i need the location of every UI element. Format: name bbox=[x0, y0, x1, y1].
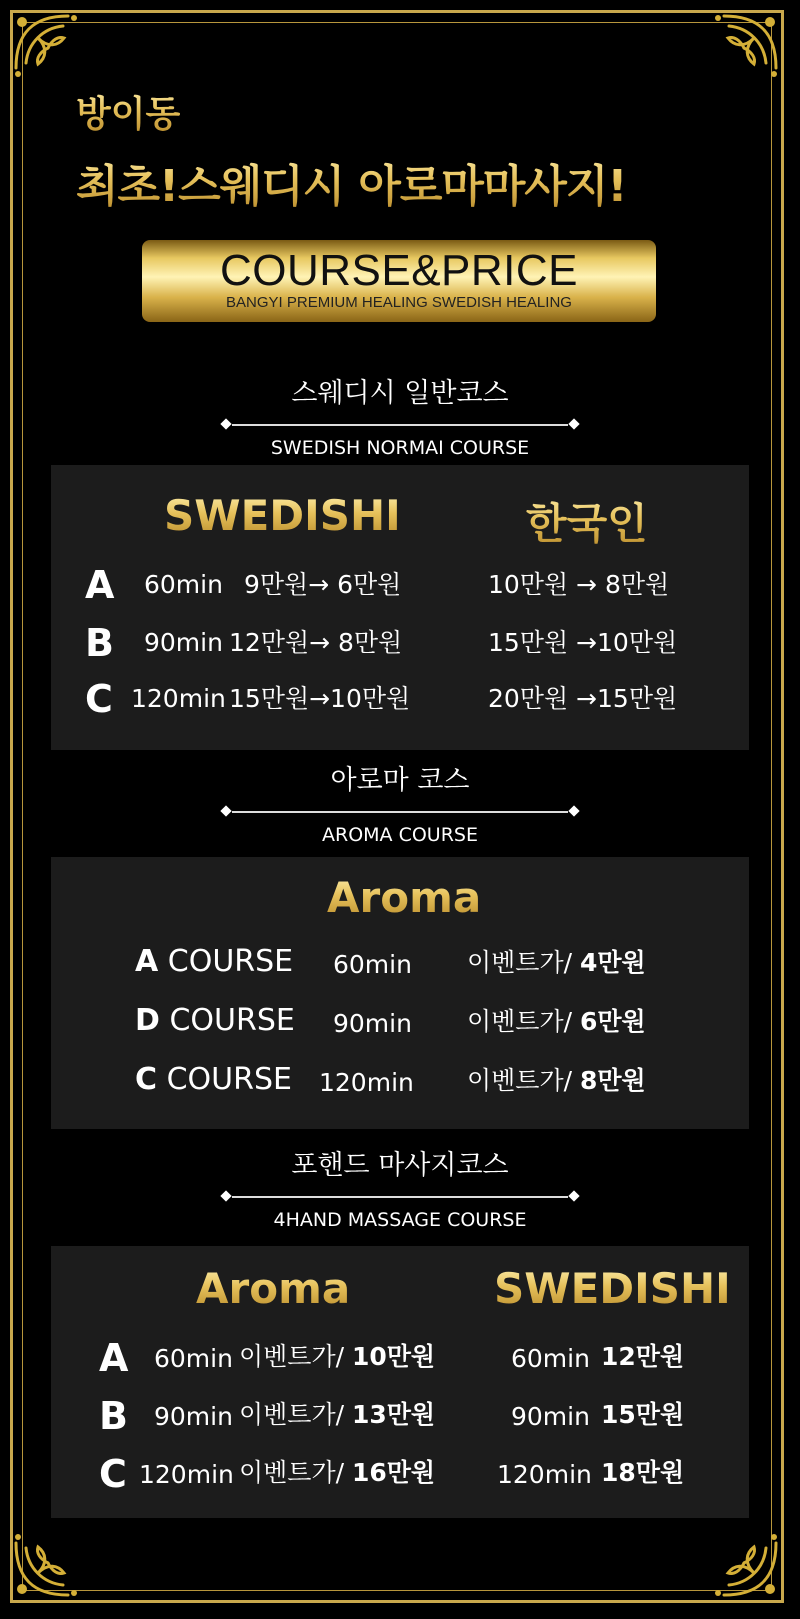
swedishi-duration: 60min bbox=[511, 1344, 590, 1373]
fourhand-section-heading bbox=[0, 1150, 800, 1232]
swedish-section-heading bbox=[0, 378, 800, 460]
aroma-duration: 120min bbox=[139, 1460, 234, 1489]
course-letter: B bbox=[85, 621, 114, 665]
ornament-corner-icon bbox=[8, 1523, 88, 1603]
course-letter: C bbox=[135, 1062, 158, 1097]
duration: 60min bbox=[144, 570, 223, 599]
banner-subtitle: BANGYI PREMIUM HEALING SWEDISH HEALING bbox=[226, 294, 572, 311]
swedishi-price: 15만원 bbox=[601, 1400, 685, 1429]
ornament-corner-icon bbox=[8, 8, 88, 88]
aroma-price-panel bbox=[51, 857, 749, 1129]
event-price-c bbox=[467, 1066, 646, 1096]
course-letter: C bbox=[99, 1452, 127, 1496]
section-title: 포핸드 마사지코스 bbox=[291, 1150, 509, 1181]
banner-title: COURSE&PRICE bbox=[219, 246, 579, 295]
swedishi-duration: 90min bbox=[511, 1402, 590, 1431]
swedishi-price: 15만원→10만원 bbox=[229, 684, 411, 713]
course-letter: C bbox=[85, 677, 113, 721]
course-label: COURSE bbox=[166, 1062, 292, 1097]
course-letter: A bbox=[99, 1336, 129, 1380]
event-label: 이벤트가/ bbox=[239, 1400, 345, 1429]
duration: 90min bbox=[333, 1009, 412, 1038]
course-letter: B bbox=[99, 1394, 128, 1438]
diamond-icon bbox=[568, 805, 579, 816]
aroma-column-title: Aroma bbox=[196, 1264, 351, 1313]
section-subtitle: 4HAND MASSAGE COURSE bbox=[273, 1209, 527, 1231]
aroma-duration: 90min bbox=[154, 1402, 233, 1431]
swedishi-column-title: SWEDISHI bbox=[164, 491, 401, 540]
swedishi-column-title: SWEDISHI bbox=[494, 1264, 731, 1313]
duration: 60min bbox=[333, 950, 412, 979]
aroma-price: 10만원 bbox=[351, 1342, 436, 1371]
course-letter: A bbox=[135, 944, 159, 979]
course-label: COURSE bbox=[169, 1003, 295, 1038]
event-price-a bbox=[467, 948, 646, 978]
diamond-icon bbox=[220, 418, 231, 429]
korean-price: 20만원 →15만원 bbox=[488, 684, 678, 713]
event-label: 이벤트가/ bbox=[239, 1342, 345, 1371]
aroma-price: 16만원 bbox=[351, 1458, 436, 1487]
event-price-d bbox=[467, 1007, 646, 1037]
price: 6만원 bbox=[579, 1007, 646, 1036]
swedishi-price: 12만원 bbox=[601, 1342, 685, 1371]
section-divider bbox=[220, 1188, 580, 1206]
ornament-corner-icon bbox=[704, 8, 784, 88]
page-headline: 최초!스웨디시 아로마마사지! bbox=[76, 150, 627, 214]
diamond-icon bbox=[220, 1190, 231, 1201]
section-title: 아로마 코스 bbox=[330, 765, 470, 796]
event-label: 이벤트가/ bbox=[467, 948, 573, 977]
duration: 120min bbox=[319, 1068, 414, 1097]
swedishi-duration: 120min bbox=[497, 1460, 592, 1489]
ornament-corner-icon bbox=[704, 1523, 784, 1603]
duration: 120min bbox=[131, 684, 226, 713]
fourhand-price-panel bbox=[51, 1246, 749, 1518]
price: 4만원 bbox=[579, 948, 646, 977]
course-label: COURSE bbox=[167, 944, 294, 979]
event-price-row-c bbox=[239, 1458, 435, 1488]
event-price-row-a bbox=[239, 1342, 435, 1372]
aroma-duration: 60min bbox=[154, 1344, 233, 1373]
course-price-banner bbox=[142, 240, 656, 322]
location-label: 방이동 bbox=[76, 86, 180, 137]
duration: 90min bbox=[144, 628, 223, 657]
swedish-price-panel bbox=[51, 465, 749, 750]
course-letter: D bbox=[135, 1003, 160, 1038]
section-divider bbox=[220, 416, 580, 434]
section-title: 스웨디시 일반코스 bbox=[291, 378, 509, 409]
event-label: 이벤트가/ bbox=[239, 1458, 345, 1487]
section-divider bbox=[220, 803, 580, 821]
diamond-icon bbox=[568, 1190, 579, 1201]
course-letter: A bbox=[85, 563, 115, 607]
event-label: 이벤트가/ bbox=[467, 1066, 573, 1095]
diamond-icon bbox=[220, 805, 231, 816]
korean-price: 10만원 → 8만원 bbox=[488, 570, 670, 599]
event-price-row-b bbox=[239, 1400, 435, 1430]
aroma-price: 13만원 bbox=[351, 1400, 436, 1429]
korean-column-title: 한국인 bbox=[526, 491, 648, 551]
aroma-course-row-a bbox=[135, 944, 294, 979]
swedishi-price: 12만원→ 8만원 bbox=[229, 628, 403, 657]
event-label: 이벤트가/ bbox=[467, 1007, 573, 1036]
aroma-course-row-c bbox=[135, 1062, 292, 1097]
price: 8만원 bbox=[579, 1066, 646, 1095]
swedishi-price: 9만원→ 6만원 bbox=[244, 570, 402, 599]
aroma-section-heading bbox=[0, 765, 800, 847]
aroma-panel-title: Aroma bbox=[327, 873, 482, 922]
korean-price: 15만원 →10만원 bbox=[488, 628, 678, 657]
section-subtitle: SWEDISH NORMAI COURSE bbox=[270, 437, 530, 459]
aroma-course-row-d bbox=[135, 1003, 295, 1038]
section-subtitle: AROMA COURSE bbox=[322, 824, 478, 846]
swedishi-price: 18만원 bbox=[601, 1458, 685, 1487]
diamond-icon bbox=[568, 418, 579, 429]
